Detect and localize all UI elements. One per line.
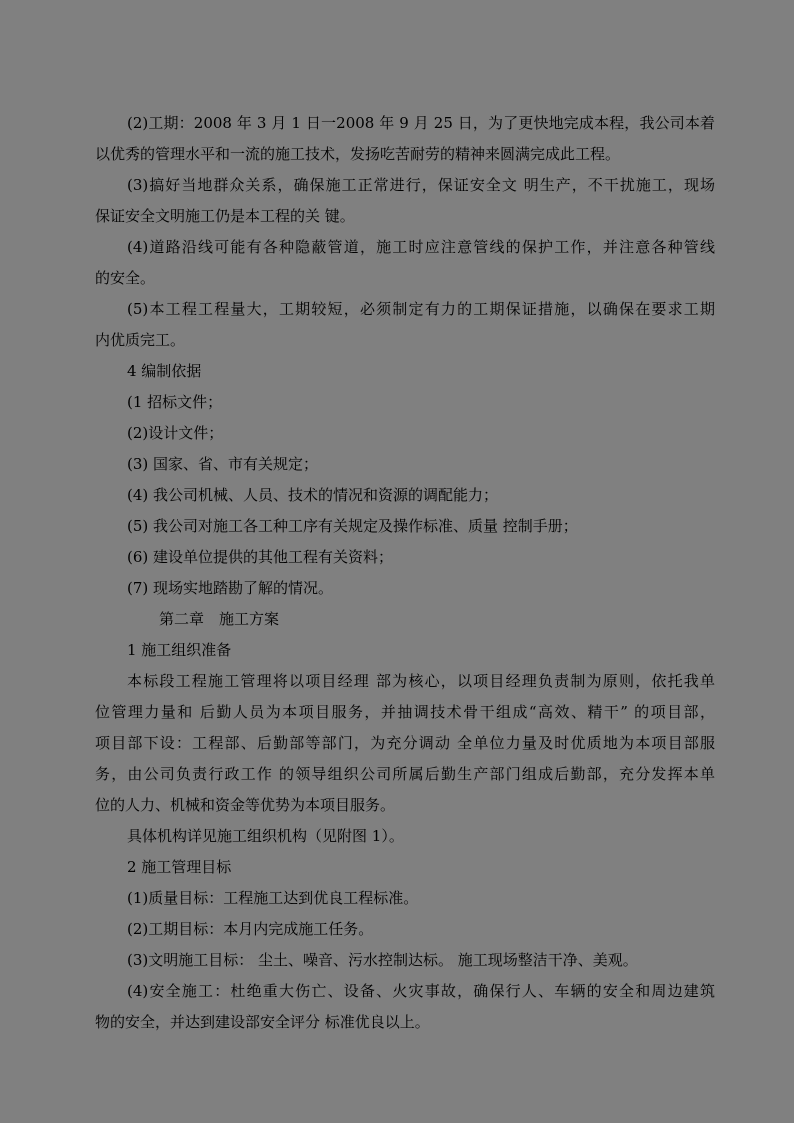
chapter-heading: 第二章 施工方案 [159, 610, 280, 628]
text-line: (4)道路沿线可能有各种隐蔽管道，施工时应注意管线的保护工作，并注意各种管线 [127, 238, 715, 256]
text-line: (7) 现场实地踏勘了解的情况。 [127, 579, 334, 597]
text-line: 2 施工管理目标 [127, 858, 232, 876]
text-line: (3)搞好当地群众关系，确保施工正常进行，保证安全文 明生产，不干扰施工，现场 [127, 176, 715, 194]
text-line: (5)本工程工程量大，工期较短，必须制定有力的工期保证措施，以确保在要求工期 [127, 300, 715, 318]
text-line: 的安全。 [95, 269, 156, 287]
text-line: (6) 建设单位提供的其他工程有关资料； [127, 548, 394, 566]
text-line: 1 施工组织准备 [127, 641, 232, 659]
text-line: 位的人力、机械和资金等优势为本项目服务。 [95, 796, 396, 814]
text-line: 具体机构详见施工组织机构（见附图 1）。 [127, 827, 404, 845]
text-line: 物的安全，并达到建设部安全评分 标准优良以上。 [95, 1013, 430, 1031]
text-line: (3)文明施工目标： 尘土、噪音、污水控制达标。 施工现场整洁干净、美观。 [127, 951, 638, 969]
text-line: (2)工期：2008 年 3 月 1 日一2008 年 9 月 25 日，为了更快地完成本程，我公司本着 [127, 114, 715, 132]
text-line: 以优秀的管理水平和一流的施工技术，发扬吃苦耐劳的精神来圆满完成此工程。 [95, 145, 621, 163]
text-line: (2)设计文件； [127, 424, 224, 442]
text-line: (4) 我公司机械、人员、技术的情况和资源的调配能力； [127, 486, 499, 504]
text-line: 务，由公司负责行政工作 的领导组织公司所属后勤生产部门组成后勤部，充分发挥本单 [95, 765, 715, 783]
text-line: (4)安全施工：杜绝重大伤亡、设备、火灾事故，确保行人、车辆的安全和周边建筑 [127, 982, 715, 1000]
text-line: (5) 我公司对施工各工种工序有关规定及操作标准、质量 控制手册； [127, 517, 578, 535]
document-body [95, 108, 715, 1038]
text-line: (2)工期目标：本月内完成施工任务。 [127, 920, 374, 938]
text-line: (1 招标文件； [127, 393, 223, 411]
text-line: (1)质量目标：工程施工达到优良工程标准。 [127, 889, 419, 907]
text-line: 项目部下设：工程部、后勤部等部门，为充分调动 全单位力量及时优质地为本项目部服 [95, 734, 715, 752]
text-line: 保证安全文明施工仍是本工程的关 键。 [95, 207, 355, 225]
text-line: 4 编制依据 [127, 362, 202, 380]
text-line: (3) 国家、省、市有关规定； [127, 455, 319, 473]
text-line: 内优质完工。 [95, 331, 186, 349]
text-line: 本标段工程施工管理将以项目经理 部为核心，以项目经理负责制为原则，依托我单 [127, 672, 715, 690]
text-line: 位管理力量和 后勤人员为本项目服务，并抽调技术骨干组成“高效、精干” 的项目部， [95, 703, 715, 721]
